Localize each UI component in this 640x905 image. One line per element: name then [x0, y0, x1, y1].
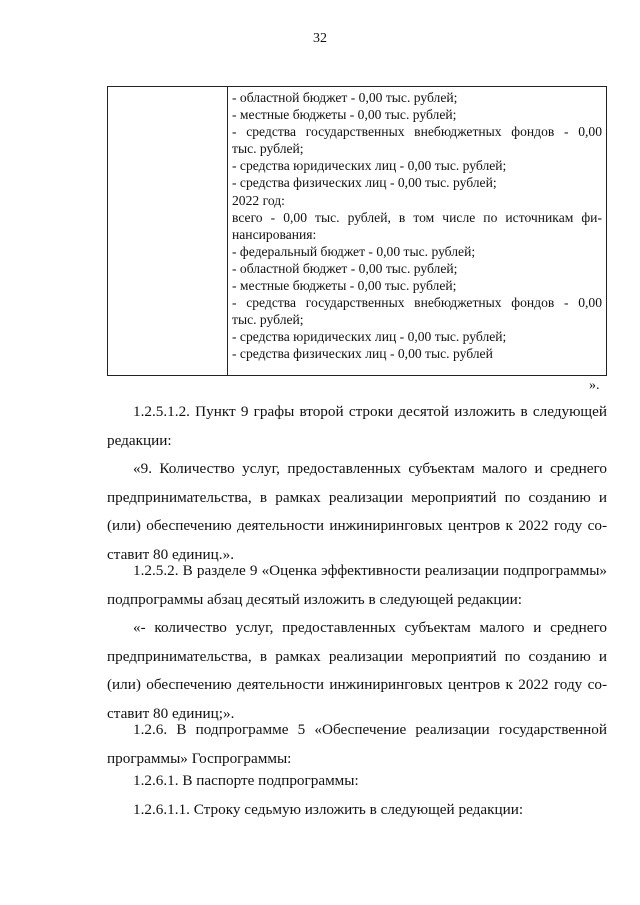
closing-quote: ».: [589, 378, 600, 393]
table-line: всего - 0,00 тыс. рублей, в том числе по источникам фи-: [232, 209, 602, 225]
paragraph-1-2-5-2: [107, 557, 607, 614]
paragraph-line: редакции:: [107, 431, 172, 449]
table-line: - средства физических лиц - 0,00 тыс. рублей: [232, 346, 493, 362]
paragraph-line: 1.2.6.1.1. Строку седьмую изложить в следующей редакции:: [133, 801, 524, 818]
table-cell-funding-sources: [232, 89, 602, 363]
table-line: - средства государственных внебюджетных фондов - 0,00: [232, 124, 602, 140]
paragraph-line: ставит 80 единиц.».: [107, 545, 234, 563]
paragraph-line: 1.2.6.1. В паспорте подпрограммы:: [133, 772, 359, 789]
paragraph-line: программы» Госпрограммы:: [107, 749, 292, 767]
paragraph-line: 1.2.5.1.2. Пункт 9 графы второй строки десятой изложить в следующей: [133, 403, 607, 420]
paragraph-line: «9. Количество услуг, предоставленных субъектам малого и среднего: [133, 460, 607, 477]
table-line: - областной бюджет - 0,00 тыс. рублей;: [232, 260, 458, 276]
paragraph-line: ставит 80 единиц;».: [107, 704, 235, 722]
paragraph-1-2-6: [107, 716, 607, 773]
funding-table: [107, 86, 607, 376]
page-number: 32: [313, 31, 327, 46]
table-line: - средства физических лиц - 0,00 тыс. рублей;: [232, 175, 497, 191]
table-line: 2022 год:: [232, 192, 285, 208]
table-line: - местные бюджеты - 0,00 тыс. рублей;: [232, 107, 457, 123]
table-line: - областной бюджет - 0,00 тыс. рублей;: [232, 90, 458, 105]
table-line: - средства юридических лиц - 0,00 тыс. рублей;: [232, 329, 507, 345]
table-line: - средства государственных внебюджетных фондов - 0,00: [232, 295, 602, 311]
paragraph-line: 1.2.5.2. В разделе 9 «Оценка эффективности реализации подпрограммы»: [133, 562, 607, 579]
paragraph-line: подпрограммы абзац десятый изложить в следующей редакции:: [107, 590, 522, 608]
table-line: тыс. рублей;: [232, 312, 304, 328]
paragraph-1-2-5-1-2: [107, 398, 607, 455]
paragraph-line: предпринимательства, в рамках реализации мероприятий по созданию и: [107, 488, 607, 506]
paragraph-line: (или) обеспечению деятельности инжиниринговых центров к 2022 году со-: [107, 676, 607, 693]
paragraph-quote-9: [107, 455, 607, 569]
table-line: - средства юридических лиц - 0,00 тыс. рублей;: [232, 158, 507, 174]
table-line: нансирования:: [232, 226, 317, 242]
paragraph-1-2-6-1: [107, 767, 607, 796]
table-line: - федеральный бюджет - 0,00 тыс. рублей;: [232, 243, 476, 259]
table-line: - местные бюджеты - 0,00 тыс. рублей;: [232, 278, 457, 294]
paragraph-quote-indicator: [107, 614, 607, 728]
paragraph-line: «- количество услуг, предоставленных субъектам малого и среднего: [133, 619, 607, 636]
paragraph-line: предпринимательства, в рамках реализации мероприятий по созданию и: [107, 647, 607, 665]
table-line: тыс. рублей;: [232, 141, 304, 157]
paragraph-1-2-6-1-1: [107, 796, 607, 825]
paragraph-line: (или) обеспечению деятельности инжиниринговых центров к 2022 году со-: [107, 517, 607, 534]
paragraph-line: 1.2.6. В подпрограмме 5 «Обеспечение реализации государственной: [133, 721, 607, 738]
table-column-divider: [227, 87, 228, 375]
